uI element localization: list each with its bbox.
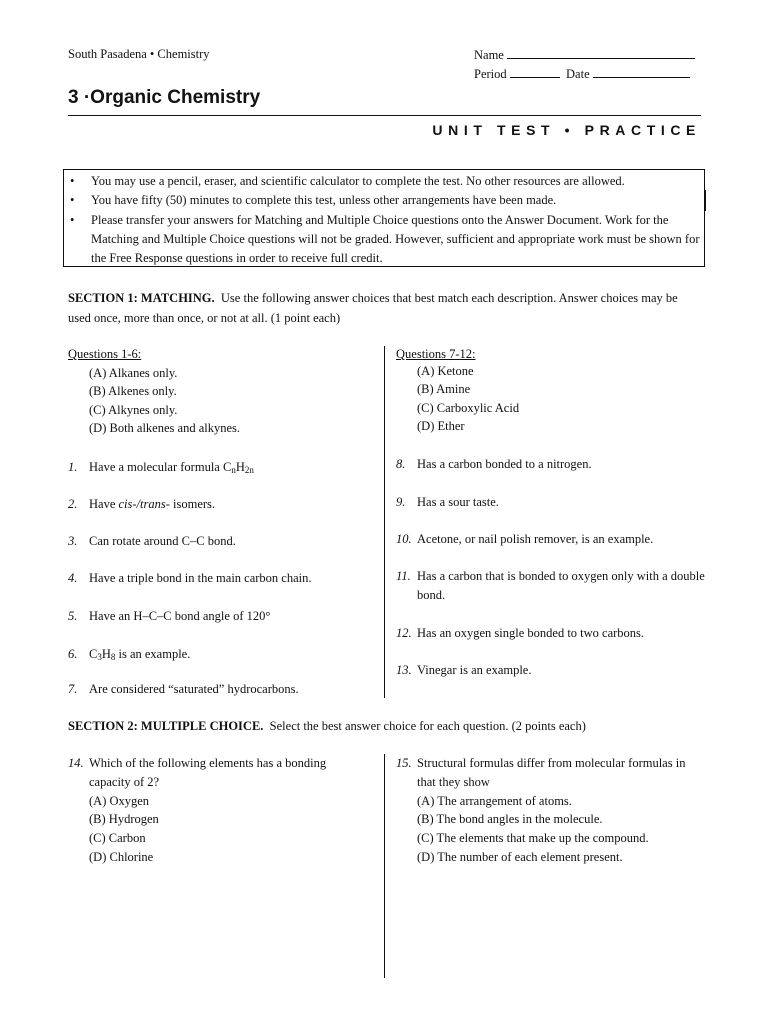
question-2 xyxy=(68,495,378,514)
choice-item: (B) Alkenes only. xyxy=(89,384,177,398)
question-1 xyxy=(68,458,378,480)
section1-title: SECTION 1: MATCHING. xyxy=(68,291,215,305)
course-label: South Pasadena • Chemistry xyxy=(68,47,210,61)
question-9 xyxy=(396,493,706,512)
choice-item: (D) Ether xyxy=(417,419,465,433)
period-label: Period xyxy=(474,67,507,81)
question-8 xyxy=(396,455,706,474)
period-date-row xyxy=(474,66,690,82)
answer-option: (C) The elements that make up the compound. xyxy=(417,831,649,846)
question-text: Vinegar is an example. xyxy=(417,663,532,677)
question-text: Has an oxygen single bonded to two carbons. xyxy=(417,626,645,640)
question-text-part: Have a molecular formula C xyxy=(89,460,232,474)
question-number: 3. xyxy=(68,534,78,548)
question-text: Has a carbon that is bonded to oxygen only with a double bond. xyxy=(417,569,705,602)
answer-option: (C) Carbon xyxy=(89,831,146,846)
question-13 xyxy=(396,661,706,680)
name-label: Name xyxy=(474,48,504,62)
question-number: 6. xyxy=(68,647,78,661)
question-text: Acetone, or nail polish remover, is an example. xyxy=(417,532,654,546)
choice-item: (A) Ketone xyxy=(417,363,474,378)
matching-choices-left xyxy=(68,345,378,438)
question-text-part: is an example. xyxy=(115,647,191,661)
question-text-italic: cis-/trans- xyxy=(118,497,170,511)
question-7 xyxy=(68,680,378,699)
date-blank[interactable] xyxy=(593,66,690,78)
name-row xyxy=(474,47,695,63)
bullet-icon: • xyxy=(70,193,75,208)
question-number: 10. xyxy=(396,532,412,546)
question-number: 5. xyxy=(68,609,78,623)
question-number: 4. xyxy=(68,571,78,585)
question-text: Has a sour taste. xyxy=(417,495,499,509)
question-12 xyxy=(396,624,706,643)
matching-choices-right xyxy=(396,345,706,436)
answer-option: (B) Hydrogen xyxy=(89,812,159,827)
section1-column-divider xyxy=(384,346,385,698)
questions-1-6-label: Questions 1-6: xyxy=(68,347,142,361)
subscript: 3 xyxy=(97,652,102,662)
question-6 xyxy=(68,645,378,667)
date-label: Date xyxy=(566,67,590,81)
section2-column-divider xyxy=(384,754,385,978)
question-number: 15. xyxy=(396,756,412,770)
section2-heading xyxy=(68,717,700,737)
instruction-text: Please transfer your answers for Matching and Multiple Choice questions onto the Answer Document. Work for the Matching and Multiple Choice questions will not be graded. However, sufficient and appropriate work must be shown for the Free Response questions in order to receive full credit. xyxy=(91,212,700,266)
question-number: 14. xyxy=(68,756,84,770)
instruction-text: You have fifty (50) minutes to complete this test, unless other arrangements have been made. xyxy=(91,193,557,208)
choice-item: (D) Both alkenes and alkynes. xyxy=(89,421,241,435)
question-number: 11. xyxy=(396,569,411,583)
questions-7-12-label: Questions 7-12: xyxy=(396,347,476,361)
question-3 xyxy=(68,532,378,551)
instruction-item xyxy=(64,211,704,269)
question-14 xyxy=(68,754,368,867)
question-text: Are considered “saturated” hydrocarbons. xyxy=(89,682,299,696)
instructions-box xyxy=(63,169,705,267)
name-blank[interactable] xyxy=(507,47,695,59)
answer-option: (A) The arrangement of atoms. xyxy=(417,793,572,808)
choice-list-right xyxy=(396,362,706,436)
question-text: Have a triple bond in the main carbon chain. xyxy=(89,571,312,585)
question-text: Has a carbon bonded to a nitrogen. xyxy=(417,457,592,471)
instruction-item xyxy=(64,172,704,191)
instruction-text: You may use a pencil, eraser, and scientific calculator to complete the test. No other resources are allowed. xyxy=(91,174,625,188)
question-text: Have an H–C–C bond angle of 120° xyxy=(89,609,271,623)
question-text xyxy=(68,645,378,667)
instructions-list xyxy=(64,170,704,268)
question-text-part: H xyxy=(235,460,245,474)
section1-instructions: Use the following answer choices that best match each description. Answer choices may be used once, more than once, or not at all. (1 point each) xyxy=(68,291,678,325)
question-number: 7. xyxy=(68,682,78,696)
bullet-icon: • xyxy=(70,174,75,188)
choice-item: (C) Carboxylic Acid xyxy=(417,400,520,415)
answer-option: (D) The number of each element present. xyxy=(417,849,623,864)
question-number: 13. xyxy=(396,663,412,677)
question-number: 12. xyxy=(396,626,412,640)
choice-item: (A) Alkanes only. xyxy=(89,365,178,380)
question-number: 1. xyxy=(68,460,78,474)
question-text-part: isomers. xyxy=(169,497,216,511)
question-11 xyxy=(396,567,706,605)
question-text: Can rotate around C–C bond. xyxy=(89,534,236,548)
answer-option: (D) Chlorine xyxy=(89,849,154,864)
subscript: n xyxy=(231,465,236,475)
subscript: 2n xyxy=(244,465,254,475)
bullet-icon: • xyxy=(70,212,75,227)
question-text-part: C xyxy=(89,647,98,661)
choice-item: (C) Alkynes only. xyxy=(89,402,178,417)
question-text-part: Have xyxy=(89,497,119,511)
question-15 xyxy=(396,754,706,867)
answer-options xyxy=(68,792,368,867)
question-text: Structural formulas differ from molecular formulas in that they show xyxy=(417,756,686,789)
question-number: 2. xyxy=(68,497,78,511)
question-text-part: H xyxy=(101,647,111,661)
question-4 xyxy=(68,569,378,588)
section2-title: SECTION 2: MULTIPLE CHOICE. xyxy=(68,719,264,733)
question-5 xyxy=(68,607,378,626)
question-number: 9. xyxy=(396,495,406,509)
question-text xyxy=(68,495,378,514)
section2-instructions: Select the best answer choice for each question. (2 points each) xyxy=(269,719,586,733)
answer-options xyxy=(396,792,706,867)
answer-option: (B) The bond angles in the molecule. xyxy=(417,812,603,827)
section1-heading xyxy=(68,289,700,328)
page-subtitle: UNIT TEST • PRACTICE xyxy=(432,122,701,138)
choice-item: (B) Amine xyxy=(417,382,471,396)
choice-list-left xyxy=(68,364,378,438)
question-text: Which of the following elements has a bonding capacity of 2? xyxy=(89,756,327,789)
box-edge-mark xyxy=(705,190,706,211)
page-title: 3 ·Organic Chemistry xyxy=(68,87,261,108)
title-rule xyxy=(68,115,701,116)
question-10 xyxy=(396,530,706,549)
question-number: 8. xyxy=(396,457,406,471)
instruction-item xyxy=(64,191,704,210)
answer-option: (A) Oxygen xyxy=(89,793,150,808)
subscript: 8 xyxy=(110,652,116,662)
period-blank[interactable] xyxy=(510,66,560,78)
question-text xyxy=(68,458,378,480)
